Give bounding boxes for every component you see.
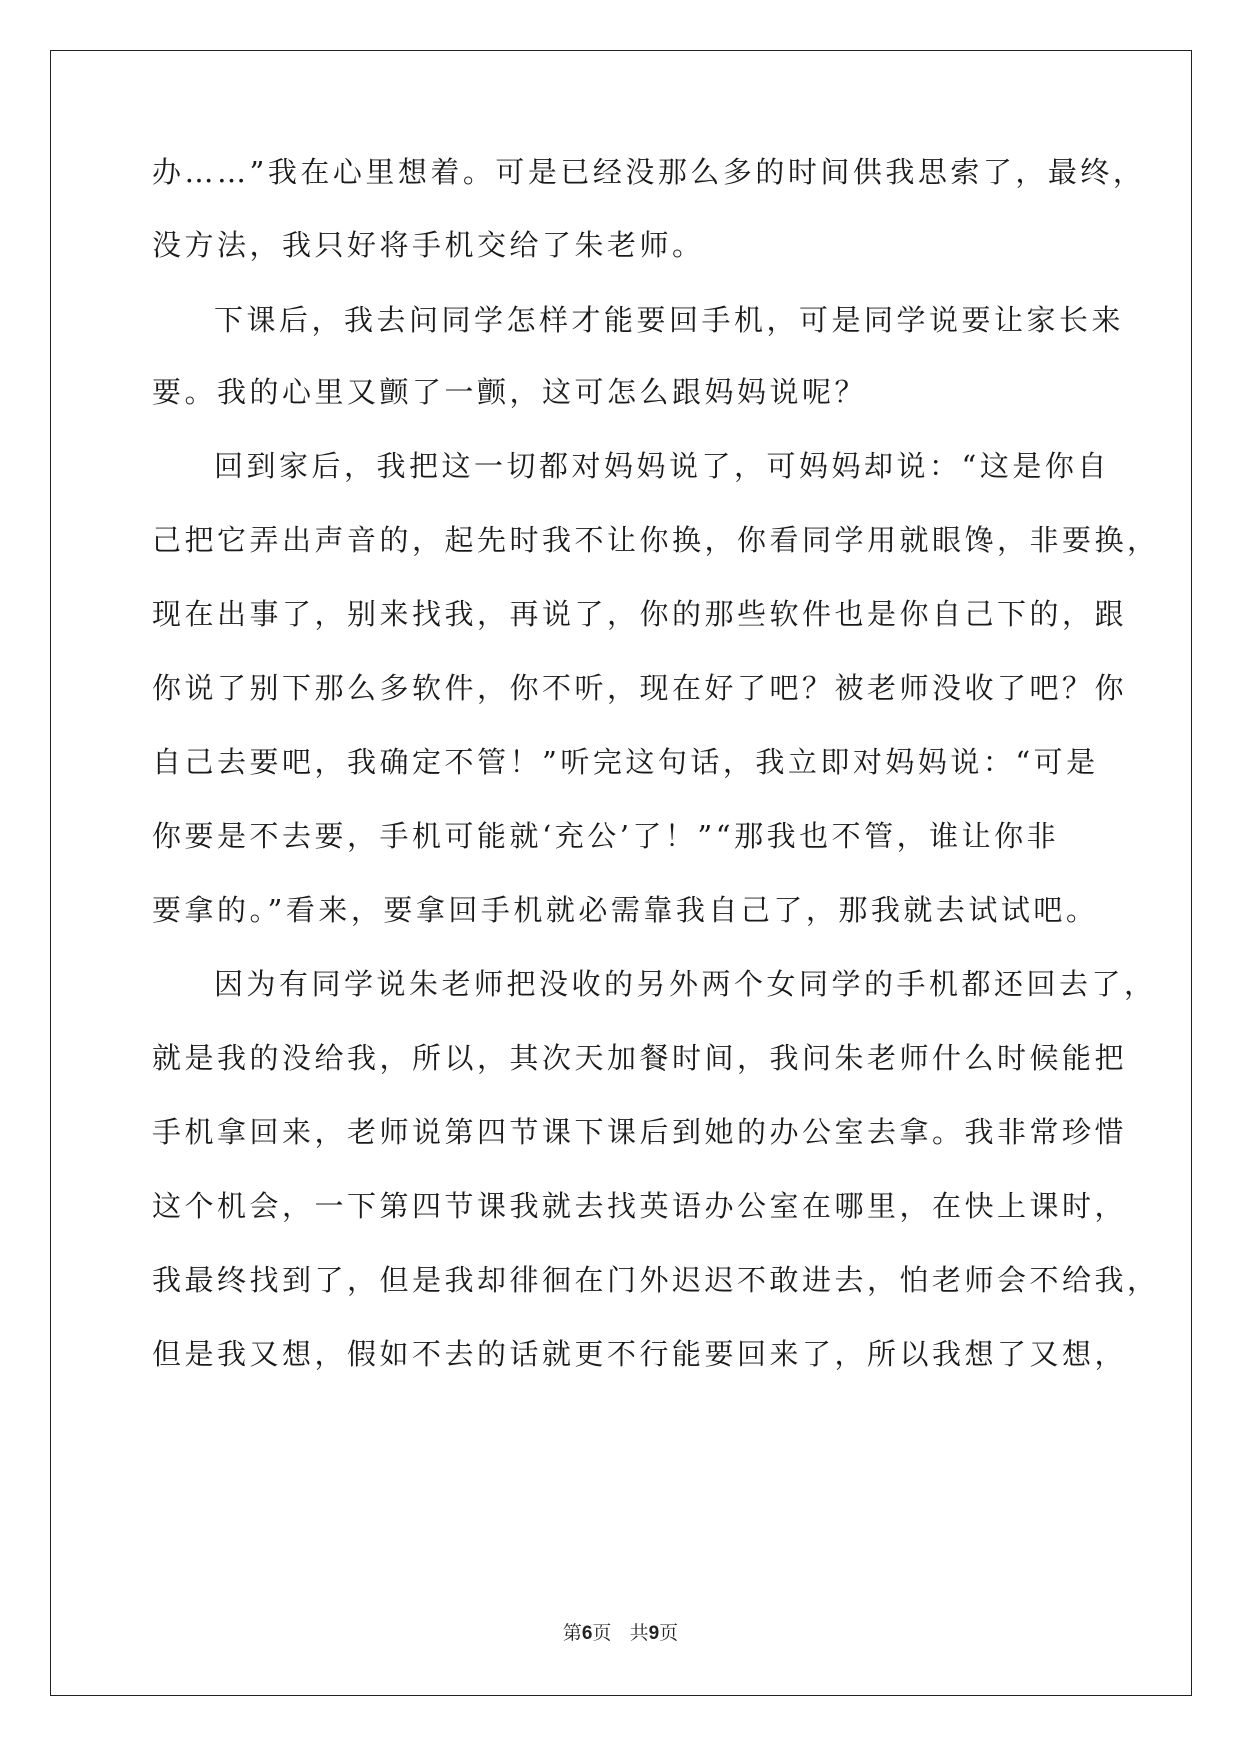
- current-page-number: 6: [581, 1623, 593, 1644]
- text-line: 下课后，我去问同学怎样才能要回手机，可是同学说要让家长来: [214, 303, 1125, 337]
- text-line: 己把它弄出声音的，起先时我不让你换，你看同学用就眼馋，非要换，: [152, 523, 1160, 557]
- text-line: 你说了别下那么多软件，你不听，现在好了吧？被老师没收了吧？你: [152, 671, 1128, 705]
- text-line: 手机拿回来，老师说第四节课下课后到她的办公室去拿。我非常珍惜: [152, 1115, 1128, 1149]
- total-pages-number: 9: [648, 1623, 660, 1644]
- text-line: 就是我的没给我，所以，其次天加餐时间，我问朱老师什么时候能把: [152, 1041, 1128, 1075]
- footer-prefix: 第: [562, 1622, 582, 1644]
- text-line: 我最终找到了，但是我却徘徊在门外迟迟不敢进去，怕老师会不给我，: [152, 1263, 1160, 1297]
- text-line: 但是我又想，假如不去的话就更不行能要回来了，所以我想了又想，: [152, 1337, 1128, 1371]
- text-line: 因为有同学说朱老师把没收的另外两个女同学的手机都还回去了，: [214, 967, 1157, 1001]
- text-line: 你要是不去要，手机可能就‘充公’了！”“那我也不管，谁让你非: [152, 819, 1060, 853]
- text-line: 要。我的心里又颤了一颤，这可怎么跟妈妈说呢？: [152, 375, 868, 409]
- footer-total-prefix: 共: [629, 1622, 649, 1644]
- text-line: 办……”我在心里想着。可是已经没那么多的时间供我思索了，最终，: [152, 155, 1146, 189]
- text-line: 现在出事了，别来找我，再说了，你的那些软件也是你自己下的，跟: [152, 597, 1128, 631]
- text-line: 没方法，我只好将手机交给了朱老师。: [152, 228, 705, 262]
- text-line: 回到家后，我把这一切都对妈妈说了，可妈妈却说：“这是你自: [214, 449, 1110, 483]
- page-border: [50, 50, 1192, 1696]
- text-line: 这个机会，一下第四节课我就去找英语办公室在哪里，在快上课时，: [152, 1189, 1128, 1223]
- text-line: 要拿的。”看来，要拿回手机就必需靠我自己了，那我就去试试吧。: [152, 893, 1099, 927]
- footer-page-unit: 页: [592, 1622, 612, 1644]
- footer-total-unit: 页: [659, 1622, 679, 1644]
- page-footer: [0, 1621, 1241, 1646]
- text-line: 自己去要吧，我确定不管！”听完这句话，我立即对妈妈说：“可是: [152, 745, 1099, 779]
